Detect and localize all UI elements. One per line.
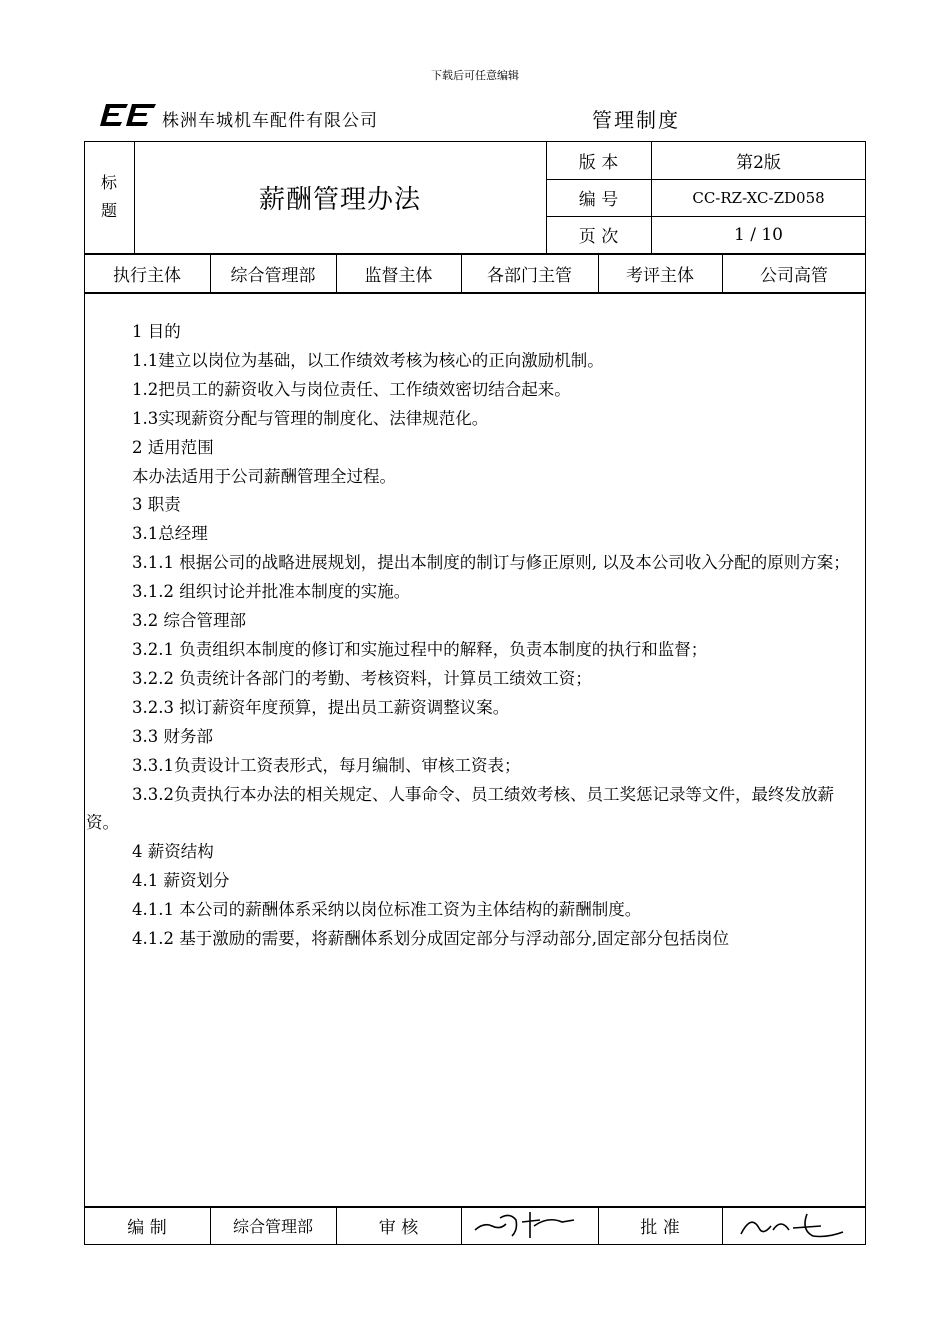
paragraph: 3.2.1 负责组织本制度的修订和实施过程中的解释，负责本制度的执行和监督； <box>132 639 708 659</box>
heading-scope: 2 适用范围 <box>132 437 214 457</box>
compile-label: 编 制 <box>127 1217 167 1238</box>
approver-signature <box>735 1208 855 1242</box>
title-label-char: 题 <box>100 201 117 220</box>
review-label: 审 核 <box>378 1217 419 1238</box>
exec-subject-value: 综合管理部 <box>230 265 316 286</box>
document-category: 管理制度 <box>592 108 680 132</box>
company-logo <box>98 102 158 128</box>
evaluate-subject-value: 公司高管 <box>760 265 828 286</box>
subheading: 3.2 综合管理部 <box>132 611 246 631</box>
paragraph: 本办法适用于公司薪酬管理全过程。 <box>132 466 396 486</box>
document-body <box>86 318 856 954</box>
approve-label: 批 准 <box>640 1217 680 1238</box>
subheading: 3.3 财务部 <box>132 726 213 746</box>
paragraph: 3.1.1 根据公司的战略进展规划，提出本制度的制订与修正原则, 以及本公司收入分配的原则方案； <box>132 553 850 573</box>
number-label: 编 号 <box>578 190 619 210</box>
page-value: 1 / 10 <box>734 224 783 245</box>
version-value: 第2版 <box>736 152 781 173</box>
title-label <box>84 141 134 253</box>
document-title: 薪酬管理办法 <box>258 184 421 215</box>
heading-structure: 4 薪资结构 <box>132 842 214 862</box>
subheading: 3.1总经理 <box>132 524 208 544</box>
paragraph: 3.3.1负责设计工资表形式，每月编制、审核工资表； <box>132 755 521 775</box>
page-label: 页 次 <box>578 227 619 247</box>
paragraph: 1.3实现薪资分配与管理的制度化、法律规范化。 <box>132 408 489 428</box>
company-name: 株洲车城机车配件有限公司 <box>162 111 378 131</box>
version-label: 版 本 <box>578 152 619 173</box>
heading-duties: 3 职责 <box>132 495 181 515</box>
paragraph: 3.1.2 组织讨论并批准本制度的实施。 <box>132 582 411 602</box>
number-value: CC-RZ-XC-ZD058 <box>692 188 825 207</box>
paragraph: 4.1.1 本公司的薪酬体系采纳以岗位标准工资为主体结构的薪酬制度。 <box>132 900 642 920</box>
paragraph: 3.2.3 拟订薪资年度预算，提出员工薪资调整议案。 <box>132 697 510 717</box>
paragraph: 4.1.2 基于激励的需要，将薪酬体系划分成固定部分与浮动部分,固定部分包括岗位 <box>132 929 729 949</box>
evaluate-subject-label: 考评主体 <box>626 265 694 286</box>
paragraph: 3.2.2 负责统计各部门的考勤、考核资料，计算员工绩效工资； <box>132 668 592 688</box>
compile-value: 综合管理部 <box>232 1216 313 1236</box>
title-label-char: 标 <box>100 173 117 192</box>
exec-subject-label: 执行主体 <box>113 265 181 286</box>
supervise-subject-label: 监督主体 <box>364 265 433 286</box>
subheading: 4.1 薪资划分 <box>132 871 230 891</box>
paragraph: 1.1建立以岗位为基础，以工作绩效考核为核心的正向激励机制。 <box>132 350 604 370</box>
supervise-subject-value: 各部门主管 <box>487 265 572 286</box>
top-note: 下载后可任意编辑 <box>431 69 519 82</box>
reviewer-signature <box>470 1208 590 1242</box>
paragraph: 3.3.2负责执行本办法的相关规定、人事命令、员工绩效考核、员工奖惩记录等文件，最终发放薪资。 <box>86 784 834 833</box>
paragraph: 1.2把员工的薪资收入与岗位责任、工作绩效密切结合起来。 <box>132 379 571 399</box>
heading-purpose: 1 目的 <box>132 322 181 341</box>
